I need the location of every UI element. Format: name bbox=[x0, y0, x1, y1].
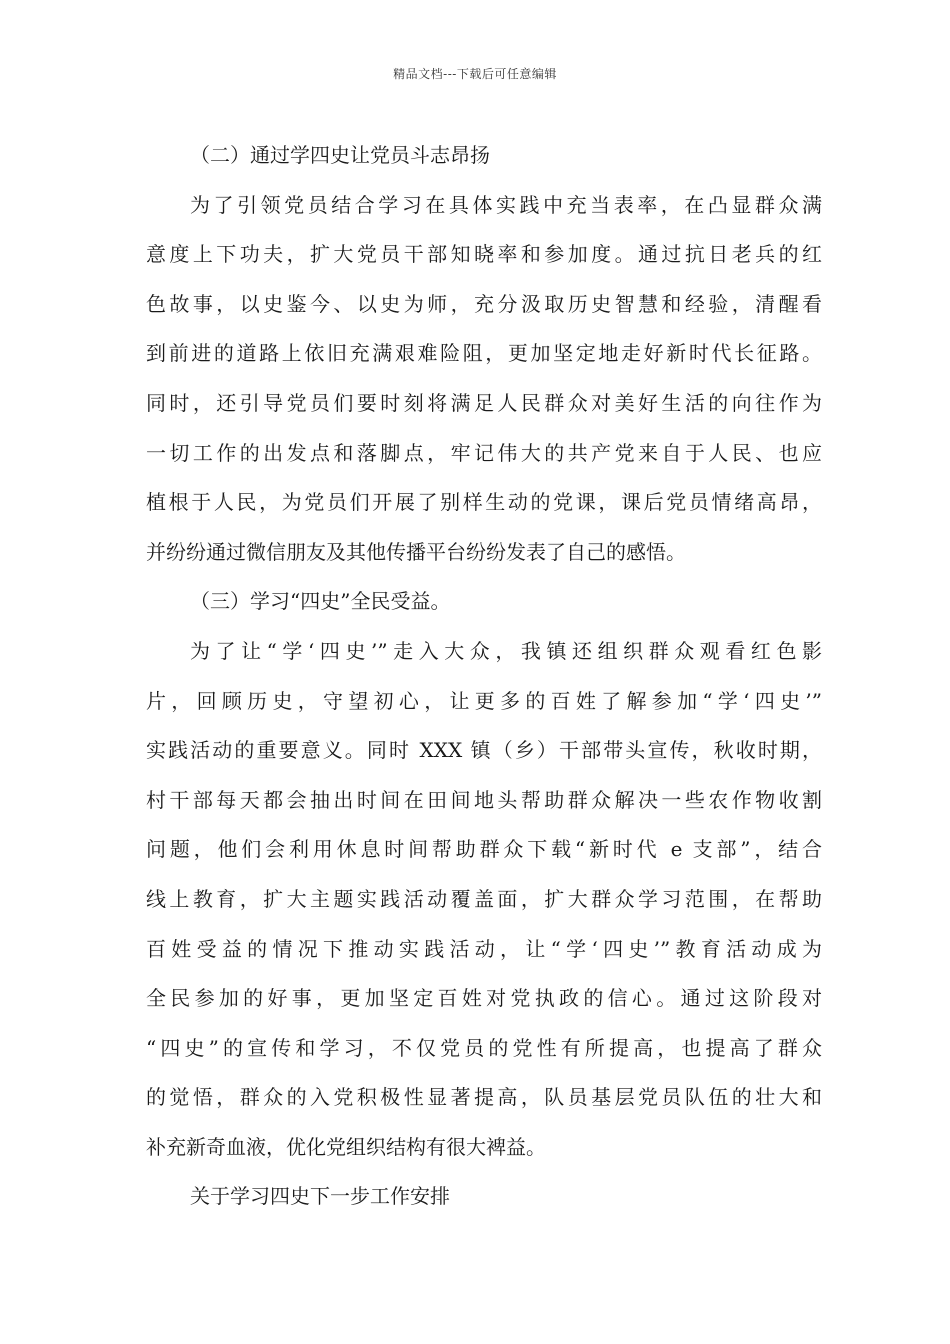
paragraph-line: 一切工作的出发点和落脚点，牢记伟大的共产党来自于人民、也应 bbox=[146, 440, 822, 465]
paragraph bbox=[146, 627, 822, 1173]
paragraph-line: 为了让“学‘四史’”走入大众，我镇还组织群众观看红色影 bbox=[190, 638, 822, 663]
paragraph-line: 同时，还引导党员们要时刻将满足人民群众对美好生活的向往作为 bbox=[146, 390, 822, 415]
document-body bbox=[146, 131, 822, 1222]
paragraph-line: 并纷纷通过微信朋友及其他传播平台纷纷发表了自己的感悟。 bbox=[146, 539, 686, 564]
section-heading: 关于学习四史下一步工作安排 bbox=[190, 1184, 450, 1209]
paragraph bbox=[146, 181, 822, 578]
paragraph-line: 问题，他们会利用休息时间帮助群众下载“新时代 e 支部”，结合 bbox=[146, 837, 822, 862]
paragraph-line: 线上教育，扩大主题实践活动覆盖面，扩大群众学习范围，在帮助 bbox=[146, 886, 822, 911]
paragraph-line: 的觉悟，群众的入党积极性显著提高，队员基层党员队伍的壮大和 bbox=[146, 1085, 822, 1110]
paragraph-line: 色故事，以史鉴今、以史为师，充分汲取历史智慧和经验，清醒看 bbox=[146, 291, 822, 316]
paragraph-line: 到前进的道路上依旧充满艰难险阻，更加坚定地走好新时代长征路。 bbox=[146, 341, 822, 366]
paragraph-line: “四史”的宣传和学习，不仅党员的党性有所提高，也提高了群众 bbox=[146, 1035, 822, 1060]
paragraph-line: 全民参加的好事，更加坚定百姓对党执政的信心。通过这阶段对 bbox=[146, 986, 822, 1011]
paragraph-line: 为了引领党员结合学习在具体实践中充当表率，在凸显群众满 bbox=[190, 192, 822, 217]
paragraph-line: 意度上下功夫，扩大党员干部知晓率和参加度。通过抗日老兵的红 bbox=[146, 242, 822, 267]
paragraph-line: 片，回顾历史，守望初心，让更多的百姓了解参加“学‘四史’” bbox=[146, 688, 822, 713]
paragraph-line: 补充新奇血液，优化党组织结构有很大裨益。 bbox=[146, 1134, 546, 1159]
section-heading: （三）学习“四史”全民受益。 bbox=[190, 589, 451, 614]
section-heading: （二）通过学四史让党员斗志昂扬 bbox=[190, 143, 490, 167]
page-header: 精品文档---下载后可任意编辑 bbox=[393, 67, 557, 81]
paragraph-line: 百姓受益的情况下推动实践活动，让“学‘四史’”教育活动成为 bbox=[146, 936, 822, 961]
paragraph-line: 村干部每天都会抽出时间在田间地头帮助群众解决一些农作物收割 bbox=[146, 787, 822, 812]
paragraph-line: 植根于人民，为党员们开展了别样生动的党课，课后党员情绪高昂， bbox=[146, 490, 822, 515]
paragraph-line: 实践活动的重要意义。同时 XXX 镇（乡）干部带头宣传，秋收时期， bbox=[146, 738, 822, 763]
